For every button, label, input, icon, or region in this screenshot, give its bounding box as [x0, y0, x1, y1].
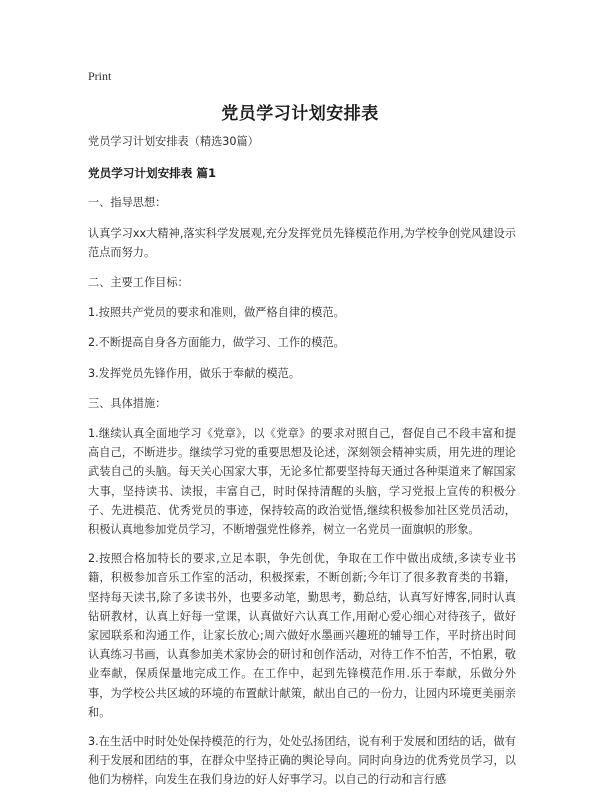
measure-item-2: 2.按照合格加特长的要求,立足本职，争先创优，争取在工作中做出成绩,多读专业书籍，积极参加音乐工作室的活动，积极探索，不断创新;今年订了很多教育类的书籍，坚持每天读书,除了多读书外，也要多动笔，勤思考，勤总结，认真写好博客,同时认真钻研教材，认真上好每一堂课，认真做好六认真工作,用耐心爱心细心对待孩子，做好家园联系和沟通工作，让家长放心;周六做好水墨画兴趣班的辅导工作，平时挤出时间认真练习书画，认真参加美术家协会的研讨和创作活动，对待工作不怕苦，不怕累，敬业奉献，保质保量地完成工作。在工作中，起到先锋模范作用.乐于奉献，乐做分外事，为学校公共区域的环境的布置献计献策，献出自己的一份力，让园内环境更美丽亲和。 — [88, 552, 516, 719]
section-heading: 党员学习计划安排表 篇1 — [88, 166, 217, 181]
heading-main-goals: 二、主要工作目标： — [88, 276, 189, 290]
goal-item-1: 1.按照共产党员的要求和准则，做严格自律的模范。 — [88, 306, 345, 320]
goal-item-3: 3.发挥党员先锋作用，做乐于奉献的模范。 — [88, 366, 301, 380]
goal-item-2: 2.不断提高自身各方面能力，做学习、工作的模范。 — [88, 336, 345, 350]
document-subtitle: 党员学习计划安排表（精选30篇） — [88, 135, 259, 148]
measure-item-1: 1.继续认真全面地学习《党章》，以《党章》的要求对照自己，督促自己不段丰富和提高自己，不断进步。继续学习党的重要思想及论述，深刻领会精神实质，用先进的理论武装自己的头脑。每天关心国家大事，无论多忙都要坚持每天通过各种渠道来了解国家大事，坚持读书、读报，丰富自己，时时保持清醒的头脑，学习党报上宣传的积极分子、先进模范、优秀党员的事迹，保持较高的政治觉悟,继续积极参加社区党员活动，积极认真地参加党员学习，不断增强党性修养，树立一名党员一面旗帜的形象。 — [88, 427, 516, 537]
heading-measures: 三、具体措施： — [88, 396, 167, 410]
measure-item-3: 3.在生活中时时处处保持模范的行为，处处弘扬团结，说有利于发展和团结的话，做有利于发展和团结的事，在群众中坚持正确的舆论导向。同时向身边的优秀党员学习，以他们为榜样，向发生在我们身边的好人好事学习。以自己的行动和言行感 — [88, 735, 516, 787]
paragraph-guiding-ideology: 认真学习xx大精神,落实科学发展观,充分发挥党员先锋模范作用,为学校争创党风建设示范点而努力。 — [88, 226, 516, 259]
print-label: Print — [88, 69, 112, 83]
heading-guiding-ideology: 一、指导思想： — [88, 196, 167, 210]
document-body — [88, 132, 516, 800]
page-title: 党员学习计划安排表 — [221, 104, 379, 124]
